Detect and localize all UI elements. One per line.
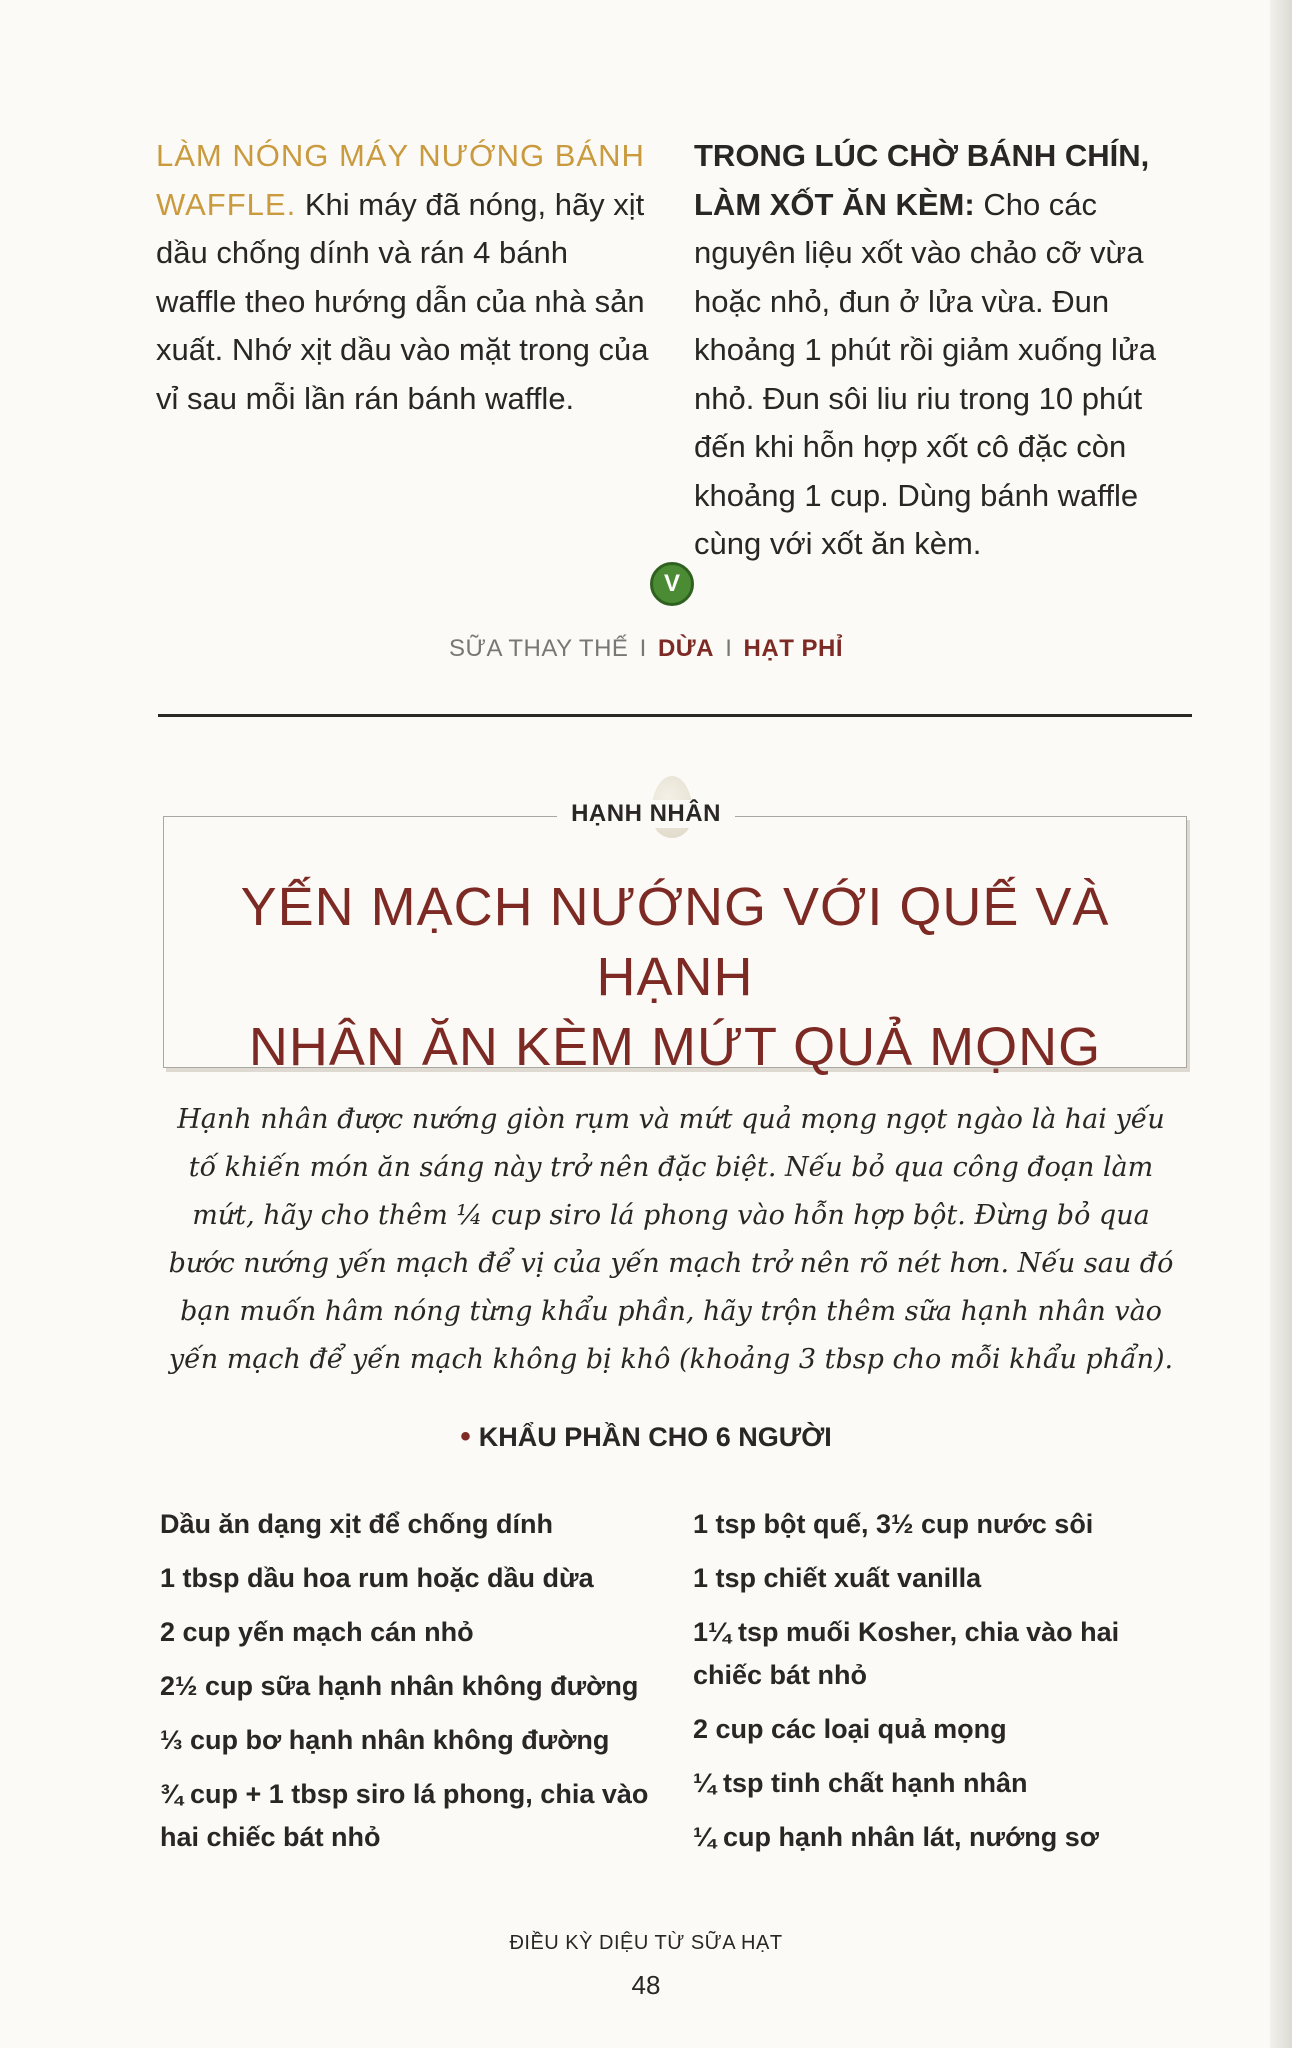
recipe-title-line2: NHÂN ĂN KÈM MỨT QUẢ MỌNG — [248, 1017, 1102, 1077]
ingredient-item: ¾ cup + 1 tbsp siro lá phong, chia vào hai chiếc bát nhỏ — [160, 1779, 649, 1852]
recipe-milk-label: HẠNH NHÂN — [557, 800, 735, 828]
servings-text: KHẨU PHẦN CHO 6 NGƯỜI — [478, 1422, 832, 1452]
tag-coconut: DỪA — [657, 635, 715, 662]
ingredients-right — [693, 1503, 1173, 1870]
ingredient-item: 1 tsp bột quế, 3½ cup nước sôi — [693, 1509, 1094, 1539]
page-edge — [1270, 0, 1292, 2048]
recipe-title — [163, 872, 1187, 1082]
ingredient-item: 1 tbsp dầu hoa rum hoặc dầu dừa — [160, 1563, 594, 1593]
tag-alt-milk: SỮA THAY THẾ — [448, 635, 629, 662]
recipe-label-wrap — [0, 800, 1292, 828]
ingredient-item: ⅓ cup bơ hạnh nhân không đường — [160, 1725, 610, 1755]
ingredient-item: 2½ cup sữa hạnh nhân không đường — [160, 1671, 639, 1701]
ingredient-item: 2 cup các loại quả mọng — [693, 1714, 1007, 1744]
page-number: 48 — [631, 1970, 661, 2000]
ingredient-item: 1 tsp chiết xuất vanilla — [693, 1563, 982, 1593]
right-step — [694, 132, 1194, 569]
left-step — [156, 132, 656, 423]
bullet-icon: • — [460, 1420, 471, 1453]
left-step-lead: LÀM NÓNG MÁY NƯỚNG BÁNH WAFFLE. — [156, 138, 645, 222]
book-title-footer: ĐIỀU KỲ DIỆU TỪ SỮA HẠT — [509, 1932, 783, 1954]
tag-separator: I — [639, 635, 647, 662]
servings-heading — [0, 1420, 1292, 1454]
right-step-lead: TRONG LÚC CHỜ BÁNH CHÍN, LÀM XỐT ĂN KÈM: — [694, 138, 1150, 222]
recipe-intro: Hạnh nhân được nướng giòn rụm và mứt quả mọng ngọt ngào là hai yếu tố khiến món ăn sáng này trở nên đặc biệt. Nếu bỏ qua công đoạn làm mứt, hãy cho thêm ¼ cup siro lá phong vào hỗn hợp bột. Đừng bỏ qua bước nướng yến mạch để vị của yến mạch trở nên rõ nét hơn. Nếu sau đó bạn muốn hâm nóng từng khẩu phần, hãy trộn thêm sữa hạnh nhân vào yến mạch để yến mạch không bị khô (khoảng 3 tbsp cho mỗi khẩu phẩn). — [168, 1104, 1174, 1375]
tag-cashew: HẠT PHỈ — [743, 635, 844, 662]
section-divider — [158, 714, 1192, 717]
ingredient-item: ¼ tsp tinh chất hạnh nhân — [693, 1768, 1028, 1798]
right-step-body: Cho các nguyên liệu xốt vào chảo cỡ vừa hoặc nhỏ, đun ở lửa vừa. Đun khoảng 1 phút rồi giảm xuống lửa nhỏ. Đun sôi liu riu trong 10 phút đến khi hỗn hợp xốt cô đặc còn khoảng 1 cup. Dùng bánh waffle cùng với xốt ăn kèm. — [694, 186, 1156, 561]
ingredient-item: ¼ cup hạnh nhân lát, nướng sơ — [693, 1822, 1099, 1852]
ingredient-item: 1¼ tsp muối Kosher, chia vào hai chiếc bát nhỏ — [693, 1617, 1120, 1690]
tag-separator: I — [725, 635, 733, 662]
left-step-body: Khi máy đã nóng, hãy xịt dầu chống dính và rán 4 bánh waffle theo hướng dẫn của nhà sản xuất. Nhớ xịt dầu vào mặt trong của vỉ sau mỗi lần rán bánh waffle. — [156, 186, 649, 416]
milk-tags — [0, 635, 1292, 663]
recipe-title-line1: YẾN MẠCH NƯỚNG VỚI QUẾ VÀ HẠNH — [240, 877, 1110, 1007]
ingredient-item: Dầu ăn dạng xịt để chống dính — [160, 1509, 554, 1539]
ingredients-left — [160, 1503, 680, 1870]
ingredient-item: 2 cup yến mạch cán nhỏ — [160, 1617, 474, 1647]
vegan-badge-icon: V — [650, 562, 694, 606]
